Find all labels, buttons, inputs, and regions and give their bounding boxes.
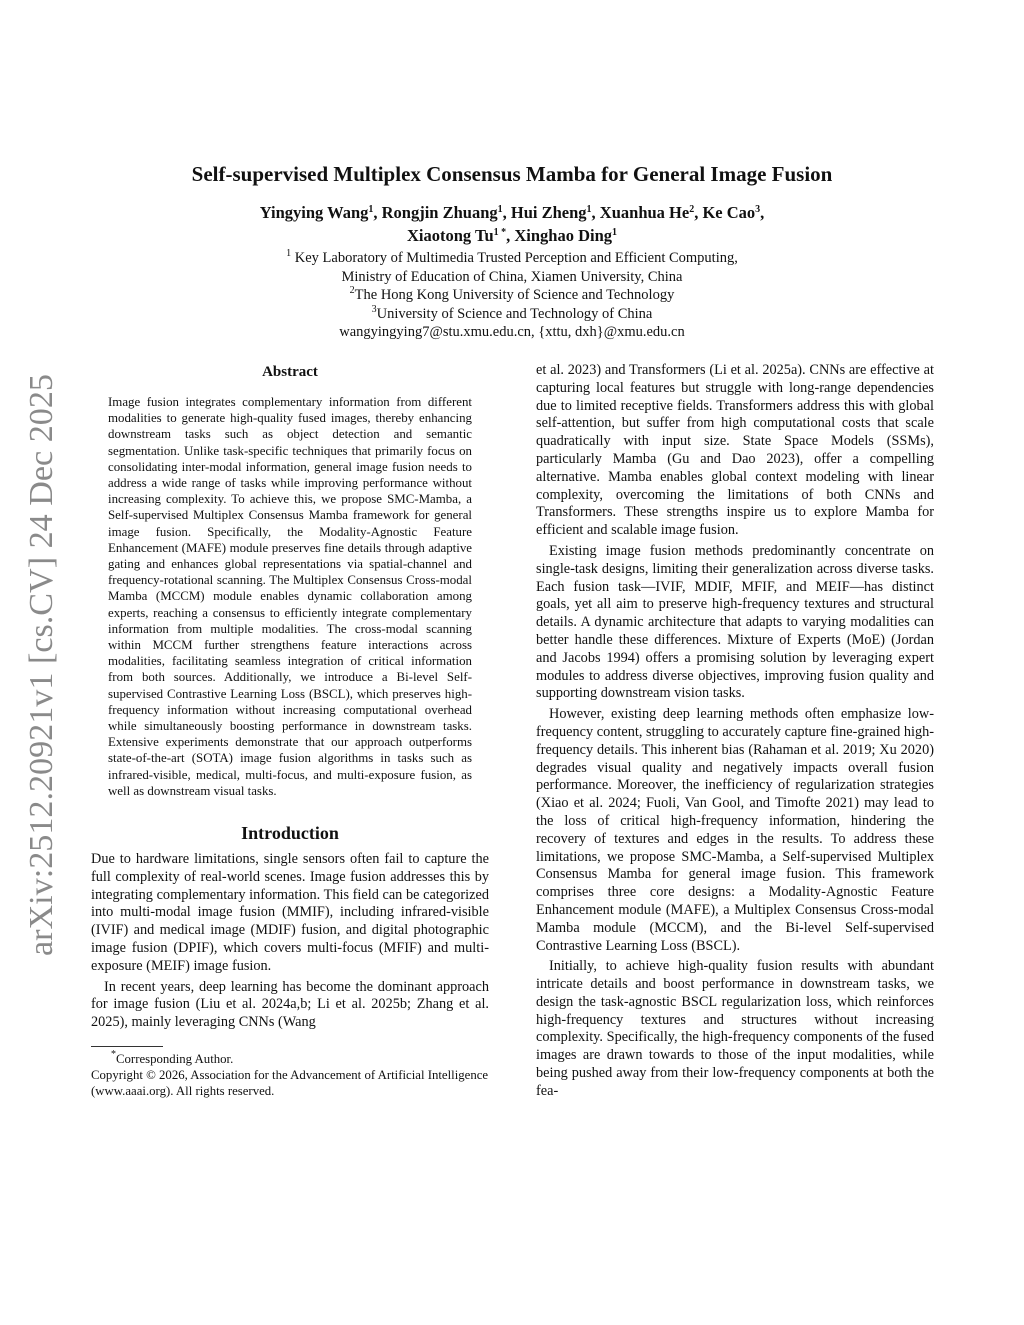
arxiv-id-text: arXiv:2512.20921v1 [cs.CV] 24 Dec 2025 <box>23 376 60 956</box>
paper-title: Self-supervised Multiplex Consensus Mamba for General Image Fusion <box>191 162 833 186</box>
abstract-text: Image fusion integrates complementary information from different modalities to generate high-quality fused images, thereby enhancing downstream tasks such as object detection and semantic segmentation. Unlike task-specific techniques that primarily focus on consolidating inter-modal information, general image fusion needs to address a wide range of tasks while improving performance without increasing complexity. To achieve this, we propose SMC-Mamba, a Self-supervised Multiplex Consensus Mamba framework for general image fusion. Specifically, the Modality-Agnostic Feature Enhancement (MAFE) module preserves fine details through adaptive gating and enhances global representations via spatial-channel and frequency-rotational scanning. The Multiplex Consensus Cross-modal Mamba (MCCM) module enables dynamic collaboration among experts, reaching a consensus to efficiently integrate complementary information from multiple modalities. The cross-modal scanning within MCCM further strengthens feature interactions across modalities, facilitating seamless integration of critical information from both sources. Additionally, we introduce a Bi-level Self-supervised Contrastive Learning Loss (BSCL), which preserves high-frequency information without increasing computational overhead while simultaneously boosting performance in downstream tasks. Extensive experiments demonstrate that our approach outperforms state-of-the-art (SOTA) image fusion algorithms in tasks such as infrared-visible, medical, multi-focus, and multi-exposure fusion, as well as downstream visual tasks. <box>108 395 472 798</box>
author: Hui Zheng$^1$, <box>510 203 600 222</box>
affiliation-line: $^1$ Key Laboratory of Multimedia Trusted Perception and Efficient Computing, <box>286 248 738 266</box>
right-column <box>536 362 934 1101</box>
author-list <box>150 201 874 247</box>
intro-paragraph-2: In recent years, deep learning has become the dominant approach for image fusion (Liu et al. 2024a,b; Li et al. 2025b; Zhang et al. 2025), mainly leveraging CNNs (Wang <box>91 978 489 1031</box>
abstract-heading: Abstract <box>262 364 318 380</box>
footnote-copyright: Copyright © 2026, Association for the Advancement of Artificial Intelligence (www.aaai.org). All rights reserved. <box>91 1068 489 1099</box>
affiliation-block <box>150 249 874 342</box>
author: Yingying Wang$^1$, <box>259 203 382 222</box>
affiliation-line: Ministry of Education of China, Xiamen University, China <box>341 268 683 285</box>
affiliation-line: $^2$The Hong Kong University of Science and Technology <box>349 285 675 303</box>
arxiv-identifier <box>6 372 66 958</box>
author: Xinghao Ding$^1$ <box>514 226 618 245</box>
author: Xiaotong $Tu^{1 *}$, <box>406 226 515 245</box>
left-column <box>91 362 489 1099</box>
intro-paragraph-4: Existing image fusion methods predominantly concentrate on single-task designs, limiting their generalization across diverse tasks. Each fusion task—IVIF, MDIF, MFIF, and MEIF—has distinct goals, yet all aim to preserve high-frequency textures and structural details. A dynamic architecture that adapts to varying modalities can better handle these differences. Mixture of Experts (MoE) (Jordan and Jacobs 1994) offers a promising solution by leveraging expert modules to address diverse objectives, improving fusion quality and supporting downstream vision tasks. <box>536 542 934 702</box>
author-emails: wangyingying7@stu.xmu.edu.cn, {xttu, dxh}@xmu.edu.cn <box>339 324 685 340</box>
intro-paragraph-6: Initially, to achieve high-quality fusion results with abundant intricate details and boost performance in downstream tasks, we design the task-agnostic BSCL regularization loss, which reinforces high-frequency textures and structures without increasing complexity. Specifically, the high-frequency components of the fused images are drawn towards to those of the input modalities, while being pushed away from their low-frequency components at both the fea- <box>536 958 934 1099</box>
intro-paragraph-3: et al. 2023) and Transformers (Li et al. 2025a). CNNs are effective at capturing local features but struggle with long-range dependencies due to limited receptive fields. Transformers address this with global self-attention, but suffer from high computational costs that scale quadratically with input size. State Space Models (SSMs), particularly Mamba (Gu and Dao 2023), offer a compelling alternative. Mamba enables global context modeling with linear complexity, overcoming the limitations of both CNNs and Transformers. These strengths inspire us to explore Mamba for efficient and scalable image fusion. <box>536 362 934 539</box>
author: Xuanhua He$^2$, <box>599 203 703 222</box>
intro-paragraph-5: However, existing deep learning methods often emphasize low-frequency content, struggling to accurately capture fine-grained high-frequency details. This inherent bias (Rahaman et al. 2019; Xu 2020) degrades visual quality and negatively impacts overall fusion performance. Moreover, the inefficiency of regularization strategies (Xiao et al. 2024; Fuoli, Van Gool, and Timofte 2021) may lead to the loss of critical high-frequency information, hindering the recovery of textures and edges in the results. To address these limitations, we propose SMC-Mamba, a Self-supervised Multiplex Consensus Mamba for general image fusion. This framework comprises three core designs: a Modality-Agnostic Feature Enhancement module (MAFE), a Multiplex Consensus Cross-modal Mamba module (MCCM), and the Bi-level Self-supervised Contrastive Learning Loss (BSCL). <box>536 706 934 954</box>
intro-paragraph-1: Due to hardware limitations, single sensors often fail to capture the full complexity of real-world scenes. Image fusion addresses this by integrating complementary information. This field can be categorized into multi-modal image fusion (MMIF), including infrared-visible (IVIF) and medical image (MDIF) fusion, and digital photographic image fusion (DPIF), which covers multi-focus (MFIF) and multi-exposure (MEIF) image fusion. <box>91 851 489 974</box>
footnote-corresponding: *Corresponding Author. <box>111 1049 234 1067</box>
author: Rongjin Zhuang$^1$, <box>381 203 511 222</box>
introduction-heading: Introduction <box>241 823 339 844</box>
affiliation-line: $^3$University of Science and Technology of China <box>371 303 653 322</box>
author: Ke Cao$^3$, <box>702 203 765 222</box>
footnote-rule <box>91 1046 163 1047</box>
